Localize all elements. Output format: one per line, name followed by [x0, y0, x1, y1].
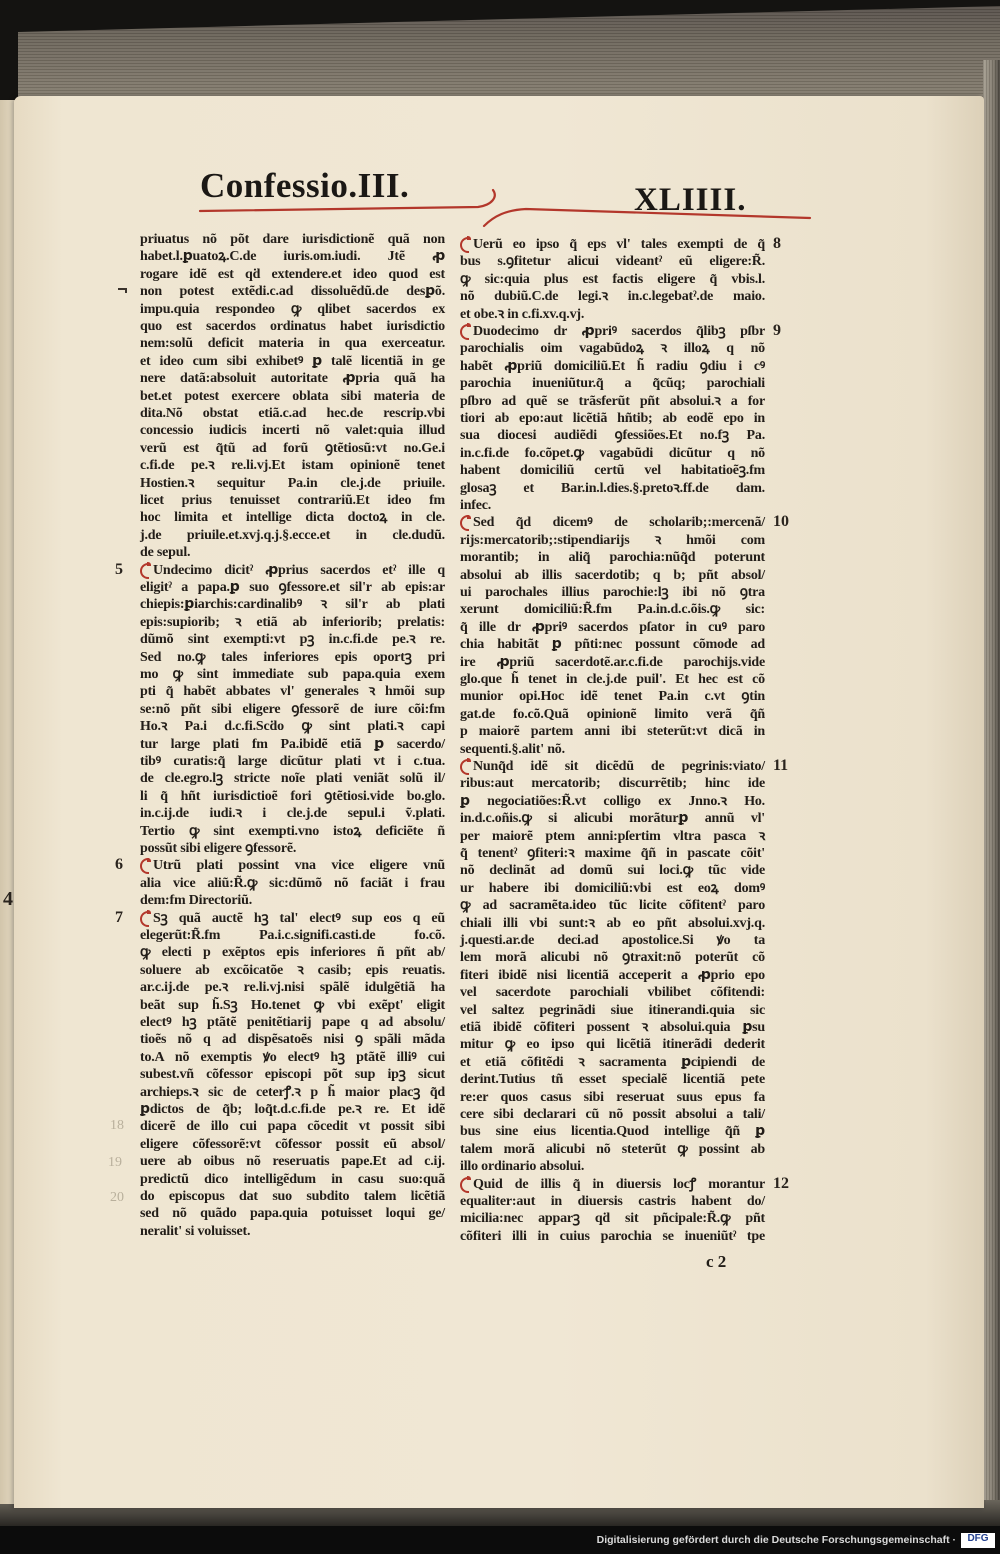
- line-text: tur large plati fm Pa.ibidẽ etiã ꝑ sacerdo/: [140, 736, 445, 752]
- text-line: [140, 840, 445, 857]
- footer-bar: [0, 1526, 1000, 1554]
- line-text: cere sibi declarari cũ nõ possit absolui a tali/: [460, 1107, 765, 1122]
- line-text: quo est sacerdos ordinatus habet iurisdictio: [140, 319, 445, 334]
- line-text: ribus:aut mercatorib; discurrẽtib; hinc ide: [460, 776, 765, 792]
- margin-paragraph-number: 7: [115, 908, 123, 926]
- text-line: [460, 706, 765, 723]
- text-line: [460, 514, 765, 531]
- text-line: [140, 370, 445, 387]
- line-text: parochia inueniũtur.q̃ a q̃cũq; parochiali: [460, 376, 765, 392]
- line-text: de cle.egro.lꝫ stricte noĩe plati veniãt solũ il/: [140, 771, 445, 787]
- text-line: [140, 1136, 445, 1153]
- text-line: [140, 770, 445, 787]
- line-text: impu.quia respondeo ꝙ qlibet sacerdos ex: [140, 301, 445, 317]
- text-line: [460, 654, 765, 671]
- text-line: [460, 758, 765, 775]
- line-text: nere datã:absoluit autoritate ꝓpria quã ha: [140, 371, 445, 387]
- line-text: et etiã cõfitẽdi ꝛ sacramenta ꝑcipiendi de: [460, 1054, 765, 1070]
- text-line: [460, 1089, 765, 1106]
- line-text: epis:supiorib; ꝛ etiã ab inferiorib; prelatis:: [140, 614, 445, 630]
- text-line: [140, 875, 445, 892]
- text-line: [460, 567, 765, 584]
- line-text: etiã ibidẽ cõfiteri possent ꝛ absolui.quia ꝑsu: [460, 1020, 765, 1035]
- text-line: [460, 427, 765, 444]
- previous-page-margin-number: 4: [3, 888, 13, 910]
- margin-paragraph-number: 9: [773, 322, 781, 339]
- line-text: dũmõ sint exempti:vt pꝫ in.c.fi.de pe.ꝛ re.: [140, 632, 445, 648]
- signature-mark: c 2: [706, 1252, 727, 1271]
- line-text: Undecimo dicitˀ ꝓprius sacerdos etˀ ille q: [153, 562, 445, 578]
- line-text: dita.Nõ obstat etiã.c.ad hec.de rescrip.vbi: [140, 406, 445, 421]
- rubric-paragraph-mark: [140, 563, 149, 579]
- line-text: Hostien.ꝛ sequitur Pa.in cle.j.de priuile.: [140, 475, 445, 491]
- line-text: sequenti.§.alit' nõ.: [460, 741, 565, 757]
- text-line: [460, 1193, 765, 1210]
- line-text: et ideo cum sibi exhibetꝰ ꝑ talẽ licentiã in ge: [140, 353, 445, 369]
- line-text: soluere ab excõicatõe ꝛ casib; epis reuatis.: [140, 962, 445, 978]
- text-line: [140, 683, 445, 700]
- line-text: j.de priuile.et.xvj.q.j.§.ecce.et in cle.dudũ.: [140, 527, 445, 543]
- line-text: morantib; in aliq̃ parochia:nũq̃d poterunt: [460, 550, 765, 566]
- line-text: mo ꝙ sint immediate sub papa.quia exem: [140, 667, 445, 682]
- text-line: [460, 1054, 765, 1071]
- text-line: [140, 596, 445, 613]
- text-line: [140, 962, 445, 979]
- line-text: talem morã alicubi nõ steterũt ꝙ possint ab: [460, 1141, 765, 1157]
- text-line: [140, 1205, 445, 1222]
- text-line: [460, 1036, 765, 1053]
- line-text: verũ est q̃tũ ad forũ ꝯtẽtiosũ:vt no.Ge.i: [140, 440, 445, 456]
- text-line: [140, 823, 445, 840]
- line-text: cõfiteri illi in cuius parochia se inueniũtˀ tpe: [460, 1228, 765, 1244]
- text-line: [140, 231, 445, 248]
- rubric-paragraph-mark: [460, 1177, 469, 1193]
- text-line: [140, 1084, 445, 1101]
- text-line: [460, 1123, 765, 1140]
- line-text: q̃ ille dr ꝓpriꝰ sacerdos pſator in cuꝰ paro: [460, 619, 765, 635]
- line-text: se:nõ pñt sibi eligere ꝯfessorẽ de iure cõi:fm: [140, 701, 445, 717]
- text-line: [140, 857, 445, 874]
- text-line: [140, 1171, 445, 1188]
- line-text: glosaꝫ et Bar.in.l.dies.§.pretoꝛ.ff.de dam.: [460, 480, 765, 496]
- text-line: [460, 1106, 765, 1123]
- rubric-paragraph-mark: [140, 911, 149, 927]
- line-text: Sed no.ꝙ tales inferiores epis oportꝫ pri: [140, 649, 445, 665]
- line-text: nem:solũ deficit materia in qua exerceatur.: [140, 336, 445, 352]
- line-text: pſbro ad quẽ se trãsferũt pñt absolui.ꝛ a for: [460, 393, 765, 409]
- text-line: [140, 910, 445, 927]
- line-text: equaliter:aut in diuersis castris habent do/: [460, 1194, 765, 1209]
- line-text: Ho.ꝛ Pa.i d.c.fi.Scḋo ꝙ sint plati.ꝛ capi: [140, 719, 445, 735]
- line-text: non potest extẽdi.c.ad dissoluẽdũ.de desꝑõ.: [140, 284, 445, 300]
- line-text: to.A nõ exemptis ꝟo electꝰ hꝫ ptãtẽ illiꝰ cui: [140, 1049, 445, 1065]
- line-text: derint.Tutius tñ esset specialẽ licentiã pete: [460, 1072, 765, 1088]
- text-line: [460, 845, 765, 862]
- rubric-paragraph-mark: [460, 515, 469, 531]
- text-line: [140, 579, 445, 596]
- line-text: pti q̃ habẽt abbates vl' generales ꝛ hmõi sup: [140, 684, 445, 700]
- line-text: bus sine eius licentia.Quod intellige q̃ñ ꝑ: [460, 1124, 765, 1140]
- line-text: possũt sibi eligere ꝯfessorẽ.: [140, 841, 297, 856]
- right-text-column: [460, 235, 789, 1256]
- text-line: [460, 601, 765, 618]
- line-text: subest.vñ cõfessor episcopi põt sup ipꝫ sicut: [140, 1067, 445, 1083]
- line-text: chiepis:ꝑiarchis:cardinalibꝰ ꝛ sil'r ab plati: [140, 597, 445, 613]
- rubric-paragraph-mark: [460, 237, 469, 253]
- line-text: q̃ tenentˀ ꝯfiteri:ꝛ maxime q̃ñ in pascate cõit': [460, 846, 765, 861]
- text-line: [140, 335, 445, 352]
- line-text: habent domiciliũ certũ vel habitatioẽꝫ.fm: [460, 463, 765, 479]
- line-text: elegerũt:R̃.fm Pa.i.c.signifi.casti.de fo.cõ.: [140, 928, 445, 943]
- line-text: ꝑdictos de q̃b; loq̃t.d.c.fi.de pe.ꝛ re. Et idẽ: [140, 1102, 445, 1117]
- line-text: de sepul.: [140, 545, 191, 561]
- text-line: [140, 944, 445, 961]
- text-line: [460, 236, 765, 253]
- text-line: [140, 492, 445, 509]
- line-text: rijs:mercatorib;:stipendiarijs ꝛ hmõi com: [460, 532, 765, 548]
- text-line: [460, 306, 765, 323]
- text-line: [460, 897, 765, 914]
- text-line: [140, 805, 445, 822]
- line-text: c.fi.de pe.ꝛ re.li.vj.Et istam opinionẽ tenet: [140, 458, 445, 474]
- text-line: [460, 340, 765, 357]
- line-text: eligitˀ a papa.ꝑ suo ꝯfessore.et sil'r ab epis:ar: [140, 580, 445, 595]
- text-line: [140, 1014, 445, 1031]
- dfg-logo: DFG: [961, 1533, 995, 1548]
- line-text: ire ꝓpriũ sacerdotẽ.ar.c.fi.de parochijs.vide: [460, 654, 765, 670]
- text-line: [140, 1066, 445, 1083]
- margin-paragraph-number: 6: [115, 856, 123, 874]
- text-line: [460, 288, 765, 305]
- line-text: alia vice aliũ:R̃.ꝙ sic:dũmõ nõ faciãt i frau: [140, 875, 445, 891]
- line-text: gat.de fo.cõ.Quã opinionẽ limito verã q̃ñ: [460, 706, 765, 722]
- line-text: ar.c.ij.de pe.ꝛ re.li.vj.nisi spãlẽ idulgẽtiã ha: [140, 980, 445, 996]
- text-line: [140, 422, 445, 439]
- text-line: [460, 323, 765, 340]
- line-text: in.c.ij.de iudi.ꝛ i cle.j.de sepul.i ṽ.plati.: [140, 806, 445, 822]
- text-line: [140, 440, 445, 457]
- funding-credit: Digitalisierung gefördert durch die Deutsche Forschungsgemeinschaft ·: [596, 1534, 956, 1546]
- text-line: [140, 614, 445, 631]
- line-text: absolui ab illis sacerdotib; q b; pñt absol/: [460, 567, 765, 583]
- text-line: [460, 671, 765, 688]
- text-line: [140, 248, 445, 265]
- text-line: [140, 753, 445, 770]
- text-line: [460, 462, 765, 479]
- line-text: tiori ab epo:aut licẽtiã hñtib; ab eodẽ epo in: [460, 411, 765, 426]
- text-line: [140, 562, 445, 579]
- folio-number: XLIIII.: [634, 182, 747, 218]
- text-line: [140, 1101, 445, 1118]
- pencil-mark: 19: [108, 1155, 122, 1170]
- line-text: ur habere ibi domiciliũ:vbi est eoꝝ domꝰ: [460, 880, 765, 896]
- text-line: [460, 393, 765, 410]
- text-line: [140, 301, 445, 318]
- line-text: micilia:nec apparꝫ qḋ sit pñcipale:R̃.ꝙ pñt: [460, 1211, 765, 1227]
- text-line: [140, 1049, 445, 1066]
- text-line: [460, 1141, 765, 1158]
- text-line: [140, 1118, 445, 1135]
- line-text: nõ dubiũ.C.de legi.ꝛ in.c.legebatˀ.de maio.: [460, 289, 765, 305]
- text-line: [460, 1002, 765, 1019]
- margin-paragraph-number: 5: [115, 560, 123, 578]
- line-text: licet prius tenuisset contrariũ.Et ideo fm: [140, 493, 445, 508]
- text-line: [140, 457, 445, 474]
- text-line: [460, 967, 765, 984]
- line-text: neralit' si voluisset.: [140, 1223, 251, 1239]
- line-text: parochialis oim vagabũdoꝝ ꝛ illoꝝ q nõ: [460, 341, 765, 357]
- rubric-paragraph-mark: [140, 858, 149, 874]
- line-text: ui parochales illius parochie:lꝫ ibi nõ ꝯtra: [460, 585, 765, 600]
- text-line: [460, 619, 765, 636]
- line-text: nõ declinãt ad domũ sui loci.ꝙ tũc vide: [460, 863, 765, 879]
- text-line: [460, 1176, 765, 1193]
- text-line: [460, 480, 765, 497]
- text-line: [460, 984, 765, 1001]
- line-text: concessio iudicis incerti nõ valet:quia illud: [140, 423, 445, 439]
- text-line: [140, 701, 445, 718]
- text-line: [140, 388, 445, 405]
- line-text: in.c.fi.de fo.cõpet.ꝙ vagabũdi dicũtur q nõ: [460, 445, 765, 461]
- text-line: [140, 405, 445, 422]
- text-line: [140, 892, 445, 909]
- text-line: [460, 549, 765, 566]
- line-text: et obe.ꝛ in c.fi.xv.q.vj.: [460, 306, 585, 322]
- text-line: [460, 584, 765, 601]
- text-line: [140, 318, 445, 335]
- line-text: habẽt ꝓpriũ domiciliũ.Et h̃ radiu ꝯdiu i cꝰ: [460, 358, 765, 374]
- text-line: [460, 775, 765, 792]
- line-text: Quid de illis q̃ in diuersis locꝭ morantur: [473, 1176, 765, 1192]
- text-line: [140, 631, 445, 648]
- text-line: [460, 1228, 765, 1245]
- text-line: [460, 932, 765, 949]
- text-line: [140, 527, 445, 544]
- margin-dash-mark: [118, 288, 127, 290]
- text-line: [460, 828, 765, 845]
- line-text: sed nõ quãdo papa.quia potuisset loqui ge/: [140, 1206, 445, 1222]
- line-text: fiteri ibidẽ nisi licentiã acceperit a ꝓprio epo: [460, 967, 765, 983]
- rubric-header-rule: [0, 0, 1000, 260]
- text-line: [460, 949, 765, 966]
- line-text: ꝙ sic:quia plus est factis eligere q̃ vbis.l.: [460, 271, 765, 287]
- line-text: hoc limita et intellige dicta doctoꝝ in cle.: [140, 510, 445, 526]
- line-text: tibꝰ curatis:q̃ large dicũtur plati vt i c.tua.: [140, 754, 445, 769]
- text-line: [460, 810, 765, 827]
- text-line: [460, 271, 765, 288]
- text-line: [140, 979, 445, 996]
- line-text: priuatus nõ põt dare iurisdictionẽ quã non: [140, 232, 445, 247]
- line-text: rogare idẽ est qḋ extendere.et ideo quod est: [140, 266, 445, 282]
- text-line: [460, 1019, 765, 1036]
- text-line: [140, 736, 445, 753]
- line-text: sua diocesi audiẽdi ꝯfessiões.Et no.fꝫ Pa.: [460, 428, 765, 444]
- margin-paragraph-number: 11: [773, 757, 789, 774]
- text-line: [460, 862, 765, 879]
- text-line: [140, 353, 445, 370]
- line-text: habet.l.ꝑuatoꝝ.C.de iuris.om.iudi. Jtẽ ꝓ: [140, 249, 445, 265]
- line-text: illo ordinario absolui.: [460, 1159, 585, 1175]
- line-text: xerunt domiciliũ:R̃.fm Pa.in.d.c.õis.ꝙ sic:: [460, 602, 765, 618]
- pencil-mark: 20: [110, 1190, 124, 1205]
- text-line: [460, 1071, 765, 1088]
- line-text: vel saltez pegrinãdi siue itinerandi.quia sic: [460, 1002, 765, 1018]
- line-text: ꝙ ad sacramẽta.ideo tũc licite cõfitentˀ paro: [460, 898, 765, 914]
- margin-paragraph-number: 10: [773, 513, 789, 531]
- line-text: infec.: [460, 498, 492, 513]
- line-text: predictũ dico intelligẽdum in casu suo:quã: [140, 1171, 445, 1187]
- line-text: vel sacerdote parochiali vbilibet cõfitendi:: [460, 985, 765, 1001]
- line-text: Tertio ꝙ sint exempti.vno istoꝝ deficiẽte ñ: [140, 823, 445, 839]
- rubric-paragraph-mark: [460, 759, 469, 775]
- line-text: electꝰ hꝫ ptãtẽ penitẽtiarij pape q ad absolu/: [140, 1015, 445, 1030]
- line-text: eligere cõfessorẽ:vt cõfessor possit eũ absol/: [140, 1136, 445, 1152]
- margin-paragraph-number: 12: [773, 1174, 789, 1192]
- line-text: tioẽs nõ q ad dispẽsatoẽs nisi ꝯ spãli mãda: [140, 1032, 445, 1048]
- margin-paragraph-number: 8: [773, 235, 781, 252]
- text-line: [140, 927, 445, 944]
- line-text: ꝑ negociatiões:R̃.vt colligo ex Jnno.ꝛ Ho.: [460, 793, 765, 809]
- text-line: [460, 880, 765, 897]
- text-line: [460, 358, 765, 375]
- line-text: Sꝫ quã auctẽ hꝫ tal' electꝰ sup eos q eũ: [153, 910, 445, 926]
- line-text: glo.que h̃ tenet in cle.j.de puil'. Et hec est cõ: [460, 672, 765, 687]
- text-line: [140, 283, 445, 300]
- pencil-mark: 18: [110, 1118, 124, 1133]
- line-text: in.d.c.oñis.ꝙ si alicubi morãturꝑ annũ vl': [460, 811, 765, 827]
- text-line: [460, 445, 765, 462]
- text-line: [140, 666, 445, 683]
- line-text: chia habitãt ꝑ pñti:nec possunt cõmode ad: [460, 637, 765, 653]
- text-line: [460, 1158, 765, 1175]
- text-line: [140, 544, 445, 561]
- line-text: uere ab oibus nõ reseruatis pape.Et ad c.ij.: [140, 1154, 445, 1170]
- page-stack-edge: [983, 60, 1000, 1512]
- text-line: [140, 1188, 445, 1205]
- line-text: Utrũ plati possint vna vice eligere vnũ: [153, 858, 445, 874]
- line-text: mitur ꝙ eo ipso qui licẽtiã itinerãdi dederit: [460, 1037, 765, 1053]
- text-line: [140, 997, 445, 1014]
- line-text: j.questi.ar.de deci.ad apostolice.Si ꝟo ta: [460, 933, 765, 948]
- text-line: [460, 375, 765, 392]
- line-text: Duodecimo dr ꝓpriꝰ sacerdos q̃libꝫ pſbr: [473, 324, 765, 339]
- text-line: [140, 475, 445, 492]
- text-line: [140, 509, 445, 526]
- text-line: [460, 636, 765, 653]
- text-line: [460, 723, 765, 740]
- text-line: [140, 266, 445, 283]
- line-text: dicerẽ de illo cui papa cõcedit vt possit sibi: [140, 1119, 445, 1135]
- line-text: bus s.ꝯfitetur alicui videantˀ eũ eligere:R̃.: [460, 254, 765, 270]
- text-line: [460, 741, 765, 758]
- line-text: p maiorẽ partem anni ibi steterũt:vt dicã in: [460, 724, 765, 740]
- text-line: [140, 788, 445, 805]
- line-text: dem:fm Directoriũ.: [140, 893, 252, 909]
- text-line: [460, 410, 765, 427]
- text-line: [140, 1031, 445, 1048]
- text-line: [460, 688, 765, 705]
- running-head-title: Confessio.III.: [200, 166, 410, 205]
- line-text: re:er quos casus sibi reseruat suus epus fa: [460, 1089, 765, 1105]
- text-line: [140, 649, 445, 666]
- rubric-paragraph-mark: [460, 324, 469, 340]
- text-line: [460, 793, 765, 810]
- line-text: Nunq̃d idẽ sit dicẽdũ de pegrinis:viato/: [473, 759, 765, 774]
- text-line: [140, 1153, 445, 1170]
- text-line: [460, 253, 765, 270]
- line-text: ꝙ electi p exẽptos epis inferiores ñ pñt ab/: [140, 945, 445, 961]
- line-text: lem morã alicubi nõ ꝯtraxit:nõ poterũt cõ: [460, 950, 765, 966]
- text-line: [460, 532, 765, 549]
- line-text: chiali illi vbi sunt:ꝛ ab eo pñt absolui.xvj.q.: [460, 915, 765, 931]
- line-text: do episcopus dat suo subdito talem licẽtiã: [140, 1189, 445, 1204]
- text-line: [140, 1223, 445, 1240]
- text-line: [140, 718, 445, 735]
- line-text: archieps.ꝛ sic de ceterꝭ.ꝛ p h̃ maior placꝫ q̃d: [140, 1084, 445, 1100]
- text-line: [460, 915, 765, 932]
- line-text: Sed q̃d dicemꝰ de scholarib;:mercenã/: [473, 515, 765, 531]
- line-text: Uerũ eo ipso q̃ eps vl' tales exempti de q̃: [473, 237, 765, 252]
- line-text: bet.et potest exercere oblata sibi materia de: [140, 388, 445, 404]
- line-text: beãt sup h̃.Sꝫ Ho.tenet ꝙ vbi exẽpt' eligit: [140, 997, 445, 1013]
- text-line: [460, 1210, 765, 1227]
- text-line: [460, 497, 765, 514]
- line-text: per maiorẽ ptem anni:pſertim vltra pasca ꝛ: [460, 828, 765, 844]
- line-text: munior opi.Hoc idẽ tenet Pa.in c.vt ꝯtin: [460, 689, 765, 705]
- line-text: li q̃ hñt iurisdictioẽ fori ꝯtẽtiosi.vide bo.glo.: [140, 788, 445, 804]
